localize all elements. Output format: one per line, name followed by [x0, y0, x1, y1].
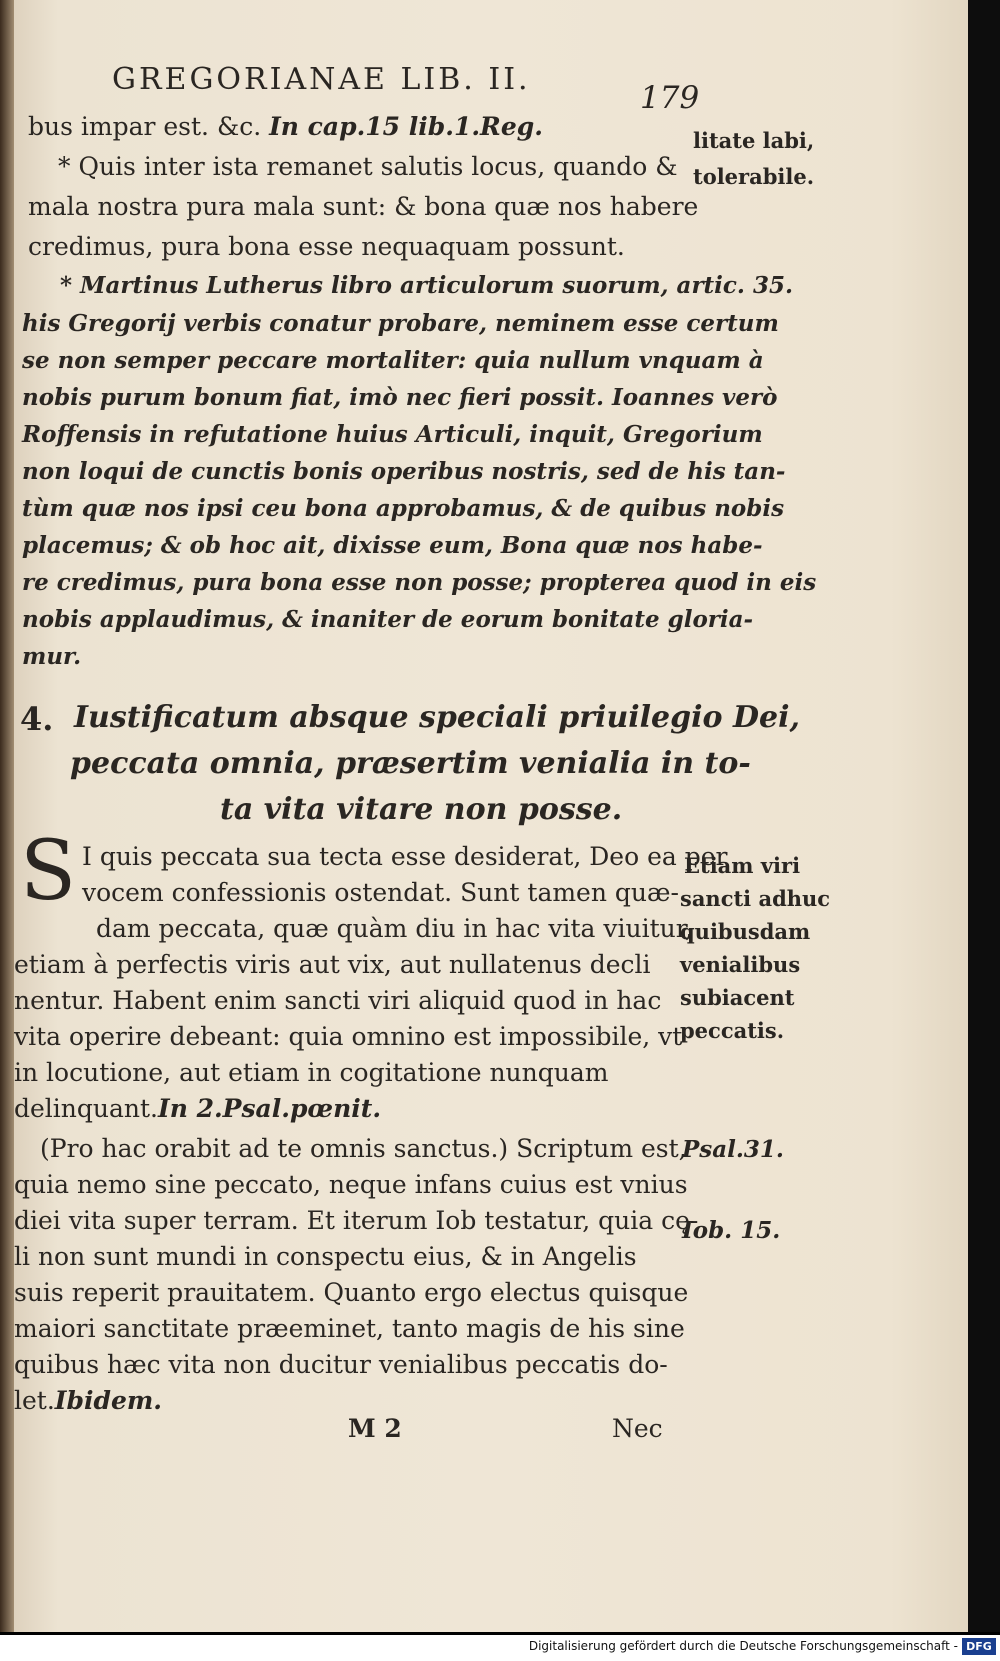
- annotation-line: nobis purum bonum fiat, imò nec fieri possit. Ioannes verò: [22, 384, 778, 411]
- annotation-line: Roffensis in refutatione huius Articuli, inquit, Gregorium: [22, 421, 763, 448]
- margin-note: sancti adhuc: [680, 886, 831, 911]
- credit-text: Digitalisierung gefördert durch die Deutsche Forschungsgemeinschaft -: [528, 1639, 958, 1653]
- text-line: [14, 1094, 381, 1123]
- drop-cap: S: [20, 824, 77, 919]
- margin-reference: Psal.31.: [682, 1136, 784, 1163]
- text-line: nentur. Habent enim sancti viri aliquid quod in hac: [14, 986, 662, 1015]
- annotation-line: placemus; & ob hoc ait, dixisse eum, Bona quæ nos habe-: [22, 532, 763, 559]
- text-roman: bus impar est. &c.: [28, 112, 262, 141]
- text-line: mala nostra pura mala sunt: & bona quæ nos habere: [28, 192, 699, 221]
- text-line: diei vita super terram. Et iterum Iob testatur, quia cę-: [14, 1206, 699, 1235]
- text-line: quia nemo sine peccato, neque infans cuius est vnius: [14, 1170, 688, 1199]
- citation: In 2.Psal.pœnit.: [158, 1094, 382, 1123]
- signature-mark: M 2: [348, 1414, 402, 1443]
- text-line: (Pro hac orabit ad te omnis sanctus.) Scriptum est,: [40, 1134, 687, 1163]
- text-roman: delinquant.: [14, 1094, 158, 1123]
- text-line: credimus, pura bona esse nequaquam possunt.: [28, 232, 625, 261]
- margin-note: venialibus: [680, 952, 801, 977]
- annotation-line: re credimus, pura bona esse non posse; propterea quod in eis: [22, 569, 817, 596]
- page-number: 179: [640, 80, 700, 116]
- annotation-line: mur.: [22, 643, 82, 670]
- text-line: I quis peccata sua tecta esse desiderat, Deo ea per: [82, 842, 728, 871]
- margin-note: peccatis.: [680, 1018, 785, 1043]
- annotation-line: nobis applaudimus, & inaniter de eorum bonitate gloria-: [22, 606, 754, 633]
- section-number: 4.: [20, 700, 54, 738]
- text-line: maiori sanctitate præeminet, tanto magis de his sine: [14, 1314, 685, 1343]
- citation: Ibidem.: [54, 1386, 163, 1415]
- margin-note: subiacent: [680, 985, 795, 1010]
- annotation-line: his Gregorij verbis conatur probare, neminem esse certum: [22, 310, 779, 337]
- text-line: vita operire debeant: quia omnino est impossibile, vt: [14, 1022, 683, 1051]
- running-head: GREGORIANAE LIB. II.: [112, 62, 531, 97]
- annotation-line: non loqui de cunctis bonis operibus nostris, sed de his tan-: [22, 458, 786, 485]
- catchword: Nec: [612, 1414, 663, 1443]
- annotation-line: * Martinus Lutherus libro articulorum suorum, artic. 35.: [60, 272, 793, 299]
- text-line: * Quis inter ista remanet salutis locus, quando &: [58, 152, 678, 181]
- margin-note: tolerabile.: [693, 164, 815, 189]
- text-line: in locutione, aut etiam in cogitatione nunquam: [14, 1058, 609, 1087]
- section-title-line: Iustificatum absque speciali priuilegio Dei,: [74, 700, 800, 735]
- text-line: etiam à perfectis viris aut vix, aut nullatenus decli: [14, 950, 651, 979]
- annotation-line: tùm quæ nos ipsi ceu bona approbamus, & de quibus nobis: [22, 495, 785, 522]
- text-line: [14, 1386, 162, 1415]
- text-roman: let.: [14, 1386, 55, 1415]
- section-title-line: peccata omnia, præsertim venialia in to-: [70, 746, 751, 781]
- text-line: quibus hæc vita non ducitur venialibus peccatis do-: [14, 1350, 668, 1379]
- book-spine-shadow: [0, 0, 14, 1632]
- dfg-logo: DFG: [962, 1638, 996, 1655]
- citation: In cap.15 lib.1.Reg.: [269, 112, 543, 141]
- margin-note: Etiam viri: [684, 853, 801, 878]
- margin-note: quibusdam: [680, 919, 811, 944]
- annotation-line: se non semper peccare mortaliter: quia nullum vnquam à: [22, 347, 764, 374]
- margin-reference: Iob. 15.: [682, 1217, 781, 1244]
- text-line: dam peccata, quæ quàm diu in hac vita viuitur,: [96, 914, 693, 943]
- page-edge-shadow: [968, 0, 1000, 1632]
- section-title-line: ta vita vitare non posse.: [220, 792, 623, 827]
- text-line: suis reperit prauitatem. Quanto ergo electus quisque: [14, 1278, 689, 1307]
- credit-bar: [0, 1635, 1000, 1661]
- text-line: li non sunt mundi in conspectu eius, & in Angelis: [14, 1242, 637, 1271]
- margin-note: litate labi,: [693, 128, 815, 153]
- text-line: [28, 112, 543, 141]
- text-line: vocem confessionis ostendat. Sunt tamen quæ-: [82, 878, 679, 907]
